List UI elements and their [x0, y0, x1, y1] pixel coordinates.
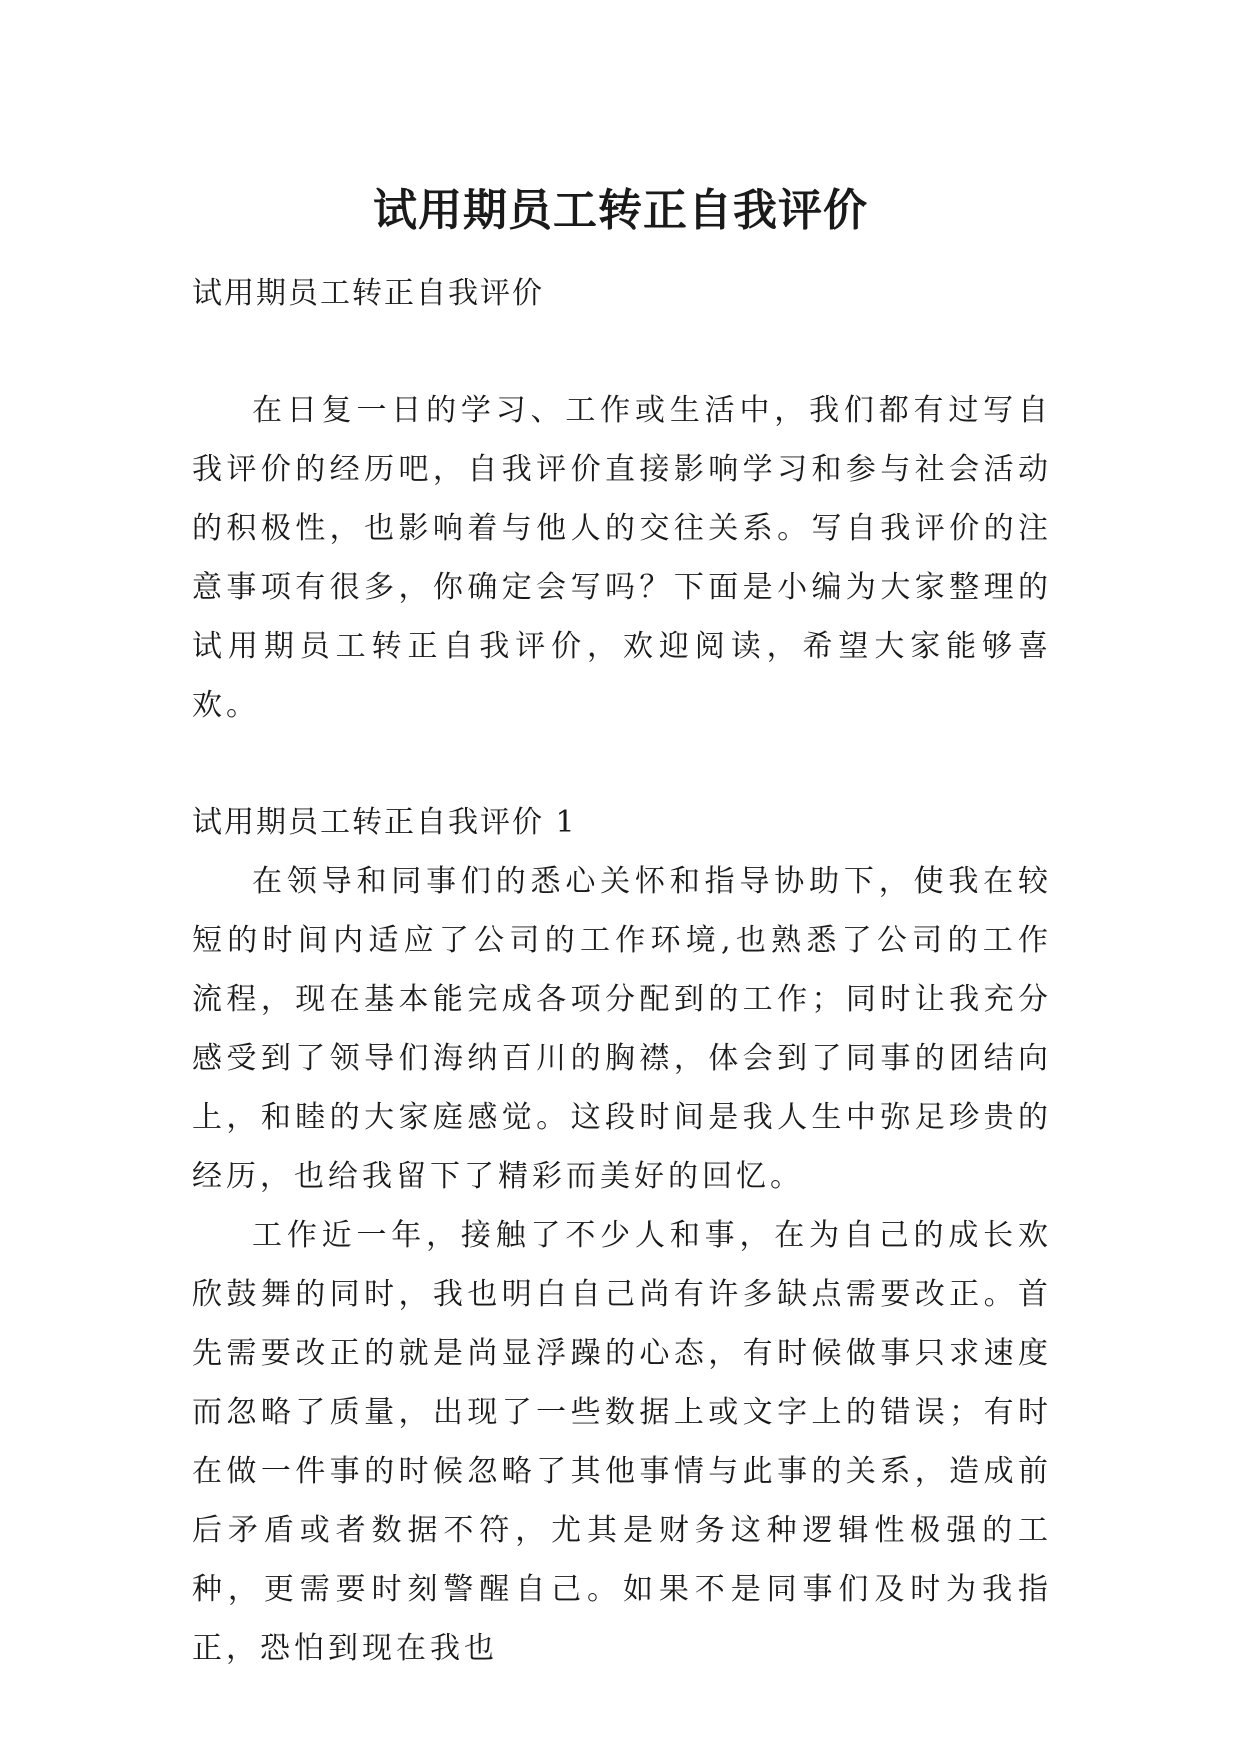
- document-subtitle: 试用期员工转正自我评价: [192, 276, 544, 311]
- document-body: [192, 264, 1052, 1678]
- intro-paragraph: 在日复一日的学习、工作或生活中，我们都有过写自我评价的经历吧，自我评价直接影响学习和参与社会活动的积极性，也影响着与他人的交往关系。写自我评价的注意事项有很多，你确定会写吗？下面是小编为大家整理的试用期员工转正自我评价，欢迎阅读，希望大家能够喜欢。: [192, 393, 1052, 723]
- document-title: 试用期员工转正自我评价: [373, 185, 868, 237]
- body-paragraph: 在领导和同事们的悉心关怀和指导协助下，使我在较短的时间内适应了公司的工作环境,也熟悉了公司的工作流程，现在基本能完成各项分配到的工作；同时让我充分感受到了领导们海纳百川的胸襟，体会到了同事的团结向上，和睦的大家庭感觉。这段时间是我人生中弥足珍贵的经历，也给我留下了精彩而美好的回忆。: [192, 864, 1052, 1194]
- body-paragraph: 工作近一年，接触了不少人和事，在为自己的成长欢欣鼓舞的同时，我也明白自己尚有许多缺点需要改正。首先需要改正的就是尚显浮躁的心态，有时候做事只求速度而忽略了质量，出现了一些数据上或文字上的错误；有时在做一件事的时候忽略了其他事情与此事的关系，造成前后矛盾或者数据不符，尤其是财务这种逻辑性极强的工种，更需要时刻警醒自己。如果不是同事们及时为我指正，恐怕到现在我也: [192, 1218, 1052, 1666]
- section-heading: 试用期员工转正自我评价 1: [192, 805, 577, 840]
